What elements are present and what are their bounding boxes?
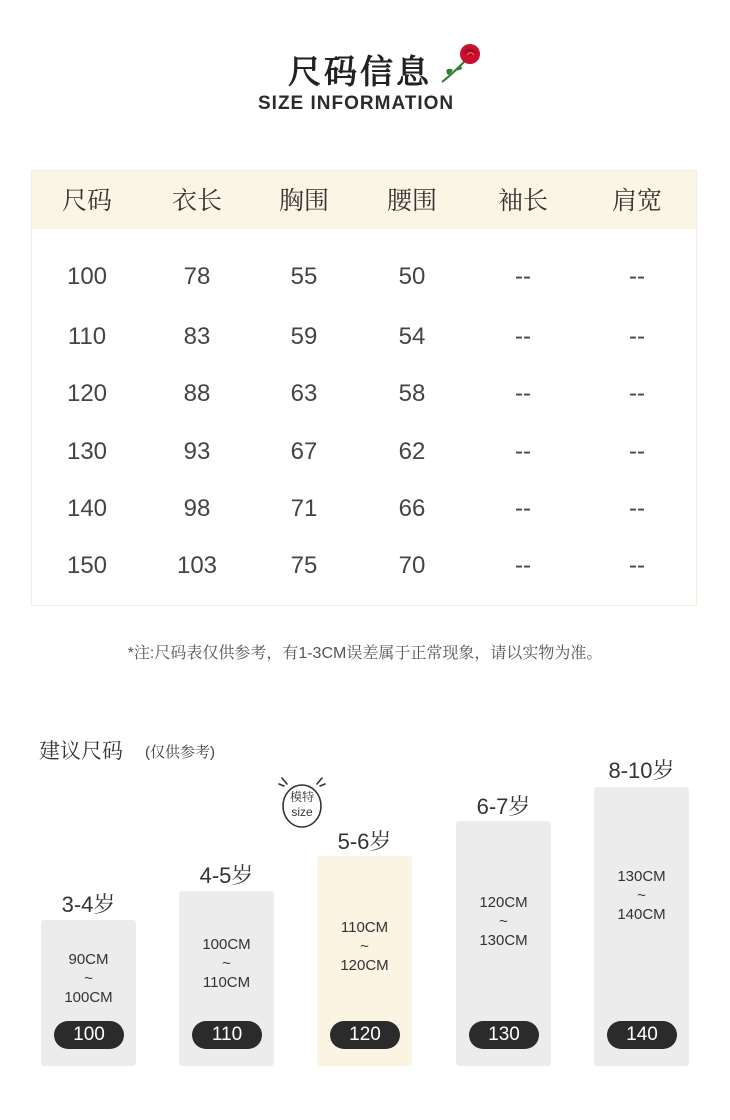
table-cell: 71 (290, 495, 318, 522)
range-tilde: ~ (360, 938, 369, 955)
table-cell: 88 (183, 380, 211, 407)
table-cell: -- (629, 438, 645, 465)
age-label: 8-10岁 (608, 758, 675, 783)
table-cell: 100 (66, 263, 108, 290)
table-cell: 110 (67, 323, 107, 350)
table-cell: 70 (398, 552, 426, 579)
age-label: 4-5岁 (199, 863, 254, 888)
table-cell: 59 (290, 323, 318, 350)
table-cell: -- (515, 263, 531, 290)
height-range (594, 867, 689, 924)
table-cell: 150 (66, 552, 108, 579)
table-cell: 78 (183, 263, 211, 290)
size-bar-highlight (317, 856, 412, 1066)
table-cell: 140 (66, 495, 108, 522)
table-cell: 120 (66, 380, 108, 407)
age-label: 3-4岁 (61, 892, 116, 917)
range-bottom: 100CM (64, 989, 113, 1006)
table-cell: 66 (398, 495, 426, 522)
table-cell: 50 (398, 263, 426, 290)
recommend-title: 建议尺码 (39, 740, 123, 763)
table-cell: -- (515, 552, 531, 579)
column-header: 尺码 (61, 187, 112, 215)
height-range (456, 893, 551, 950)
range-top: 100CM (202, 936, 251, 953)
table-cell: -- (515, 380, 531, 407)
table-cell: 55 (290, 263, 318, 290)
size-pill: 120 (330, 1021, 400, 1049)
table-cell: -- (629, 552, 645, 579)
height-range (41, 950, 136, 1007)
table-cell: 54 (398, 323, 426, 350)
range-top: 110CM (340, 919, 389, 936)
range-bottom: 140CM (617, 906, 666, 923)
age-label: 5-6岁 (337, 829, 392, 854)
column-header: 肩宽 (611, 187, 662, 215)
height-range (179, 935, 274, 992)
size-table (31, 170, 697, 606)
table-cell: -- (629, 323, 645, 350)
size-bar (179, 891, 274, 1066)
table-cell: -- (629, 263, 645, 290)
table-cell: 62 (398, 438, 426, 465)
range-tilde: ~ (84, 970, 93, 987)
table-cell: 130 (66, 438, 108, 465)
age-label: 6-7岁 (476, 794, 531, 819)
size-pill: 140 (607, 1021, 677, 1049)
table-cell: 98 (183, 495, 211, 522)
badge-line: size (291, 805, 313, 819)
page-title: 尺码信息 (288, 53, 432, 90)
range-tilde: ~ (222, 955, 231, 972)
recommend-subtitle: (仅供参考) (145, 744, 215, 761)
range-tilde: ~ (499, 913, 508, 930)
table-cell: 63 (290, 380, 318, 407)
size-pill: 110 (192, 1021, 262, 1049)
table-cell: 93 (183, 438, 211, 465)
table-cell: -- (629, 495, 645, 522)
badge-line: 模特 (289, 790, 314, 804)
column-header: 衣长 (171, 187, 222, 215)
table-cell: 58 (398, 380, 426, 407)
table-cell: -- (515, 438, 531, 465)
column-header: 袖长 (497, 187, 548, 215)
table-cell: 75 (290, 552, 318, 579)
table-cell: -- (515, 495, 531, 522)
range-bottom: 130CM (479, 932, 528, 949)
size-note: *注:尺码表仅供参考，有1-3CM误差属于正常现象，请以实物为准。 (127, 645, 603, 662)
page-subtitle: SIZE INFORMATION (258, 93, 455, 114)
rose-icon (438, 40, 484, 86)
size-pill: 100 (54, 1021, 124, 1049)
height-range (317, 918, 412, 975)
column-header: 胸围 (278, 187, 329, 215)
size-pill: 130 (469, 1021, 539, 1049)
size-bar (41, 920, 136, 1066)
table-cell: 83 (183, 323, 211, 350)
range-top: 130CM (617, 868, 666, 885)
table-cell: 67 (290, 438, 318, 465)
size-bar (456, 821, 551, 1066)
range-top: 90CM (68, 951, 109, 968)
table-cell: -- (515, 323, 531, 350)
range-tilde: ~ (637, 887, 646, 904)
column-header: 腰围 (386, 187, 437, 215)
size-bar (594, 787, 689, 1066)
model-size-badge (282, 790, 322, 820)
table-cell: 103 (176, 552, 218, 579)
range-bottom: 120CM (340, 957, 389, 974)
range-top: 120CM (479, 894, 528, 911)
range-bottom: 110CM (202, 974, 251, 991)
table-cell: -- (629, 380, 645, 407)
table-header (32, 171, 696, 229)
